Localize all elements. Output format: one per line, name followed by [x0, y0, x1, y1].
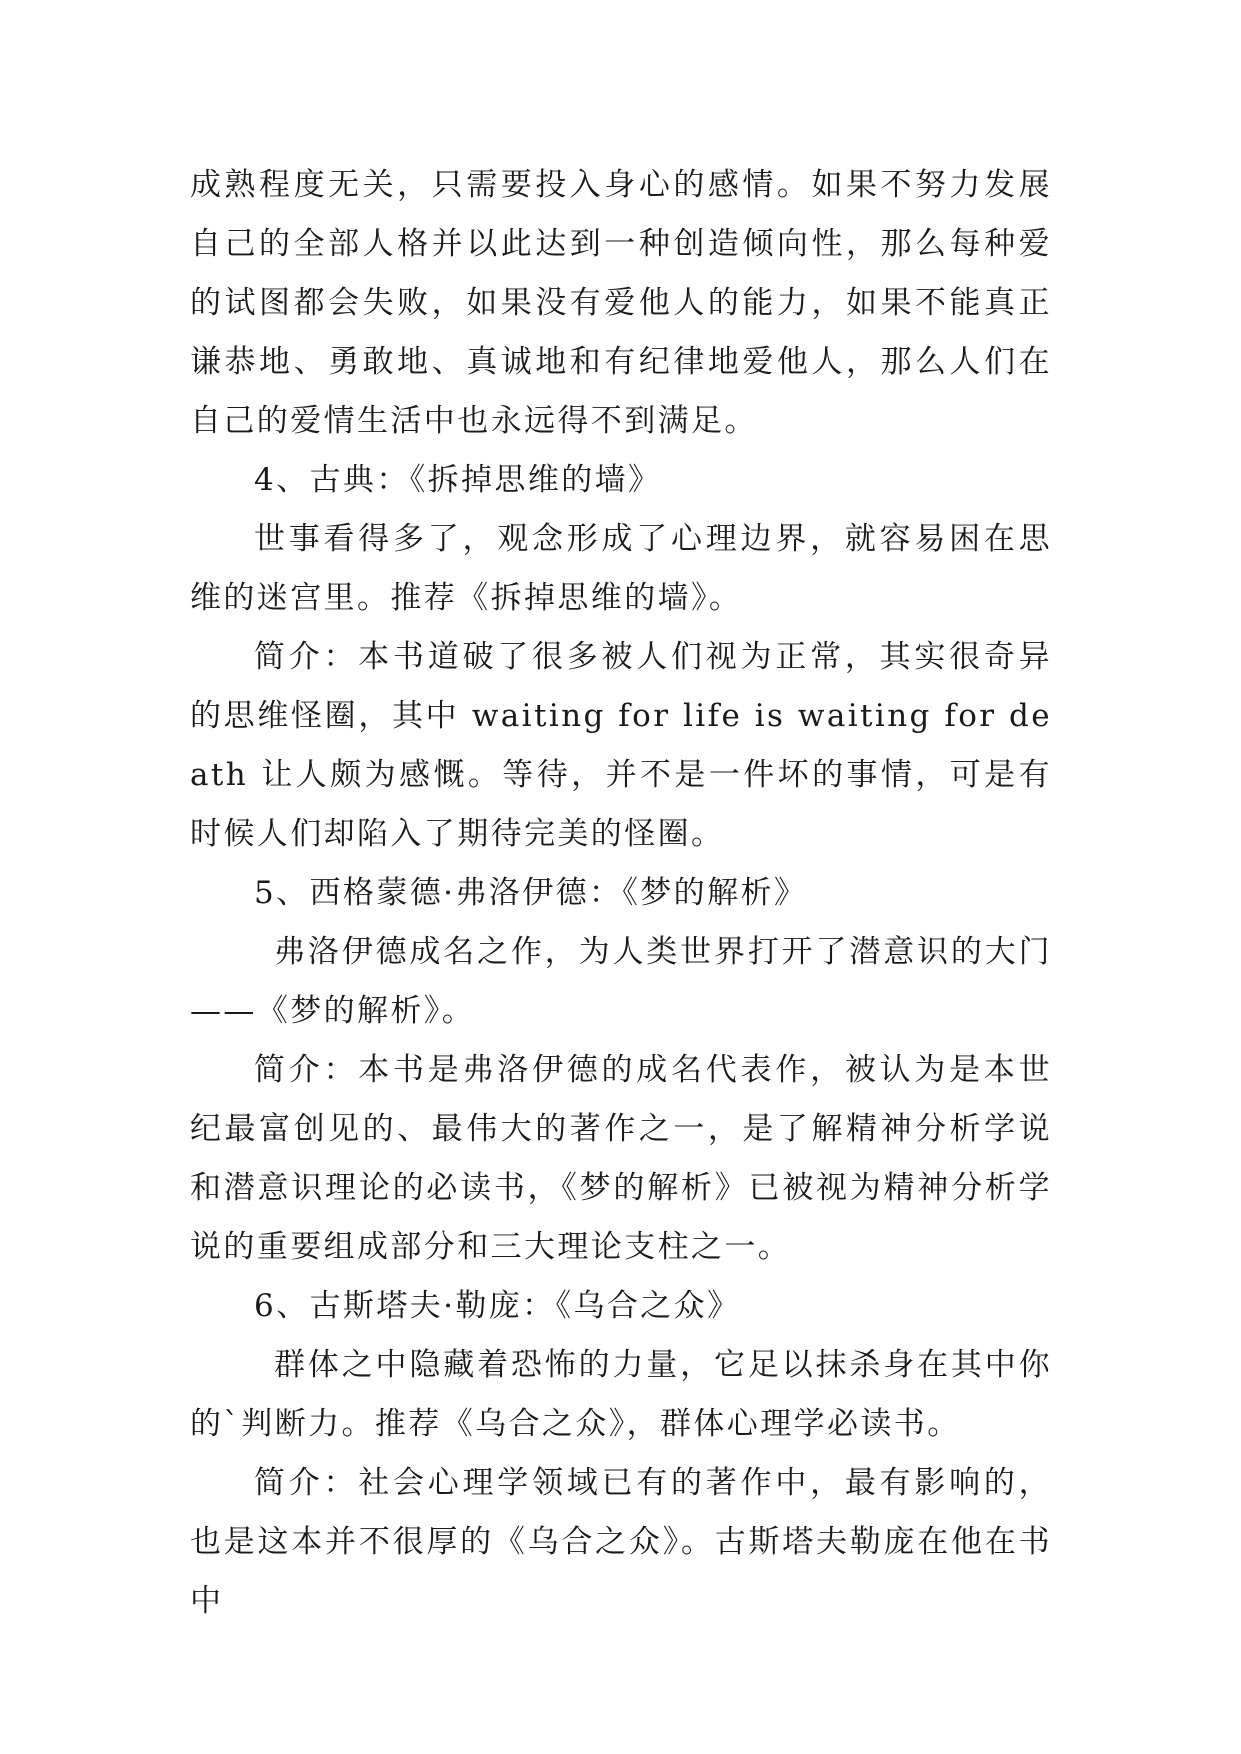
paragraph-book-4-summary: 简介：本书道破了很多被人们视为正常，其实很奇异的思维怪圈，其中 waiting for life is waiting for death 让人颇为感慨。等待，并不是一件坏的事情，可是有时候人们却陷入了期待完美的怪圈。: [190, 639, 1052, 852]
paragraph-book-6-summary: 简介：社会心理学领域已有的著作中，最有影响的，也是这本并不很厚的《乌合之众》。古斯塔夫勒庞在他在书中: [190, 1465, 1052, 1619]
paragraph-book-6-recommendation: 群体之中隐藏着恐怖的力量，它足以抹杀身在其中你的`判断力。推荐《乌合之众》，群体心理学必读书。: [190, 1347, 1052, 1442]
document-body: [190, 156, 1052, 1631]
heading-book-5: 5、西格蒙德·弗洛伊德：《梦的解析》: [254, 875, 808, 911]
paragraph-book-5-recommendation: 弗洛伊德成名之作，为人类世界打开了潜意识的大门——《梦的解析》。: [190, 934, 1052, 1029]
paragraph-book-4-recommendation: 世事看得多了，观念形成了心理边界，就容易困在思维的迷宫里。推荐《拆掉思维的墙》。: [190, 521, 1052, 616]
paragraph-book-5-summary: 简介：本书是弗洛伊德的成名代表作，被认为是本世纪最富创见的、最伟大的著作之一，是了解精神分析学说和潜意识理论的必读书，《梦的解析》已被视为精神分析学说的重要组成部分和三大理论支柱之一。: [190, 1052, 1052, 1265]
paragraph-love-ability: 成熟程度无关，只需要投入身心的感情。如果不努力发展自己的全部人格并以此达到一种创造倾向性，那么每种爱的试图都会失败，如果没有爱他人的能力，如果不能真正谦恭地、勇敢地、真诚地和有纪律地爱他人，那么人们在自己的爱情生活中也永远得不到满足。: [190, 167, 1052, 439]
heading-book-4: 4、古典：《拆掉思维的墙》: [254, 462, 662, 498]
heading-book-6: 6、古斯塔夫·勒庞：《乌合之众》: [254, 1288, 741, 1324]
